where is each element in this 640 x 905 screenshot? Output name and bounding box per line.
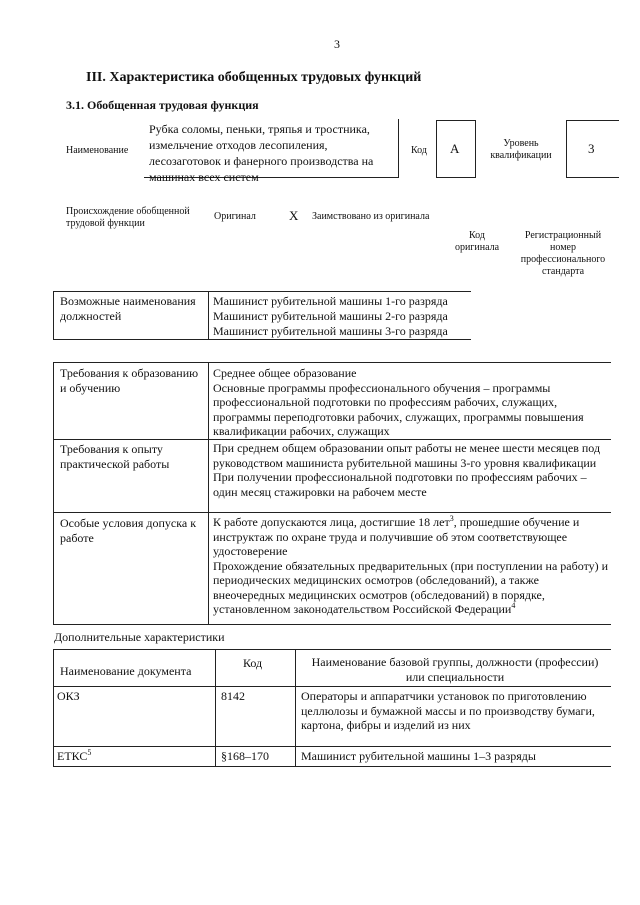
additional-title: Дополнительные характеристики: [54, 630, 225, 644]
req-experience-line: При среднем общем образовании опыт работы не менее шести месяцев под руководством машиниста рубительной машины 3-го уровня квалификации: [213, 441, 601, 470]
code-label: Код: [411, 145, 427, 156]
level-value: 3: [588, 141, 595, 156]
req-experience-label: Требования к опыту практической работы: [60, 442, 170, 471]
req-education-line: Среднее общее образование: [213, 366, 357, 380]
req-conditions-line: [213, 515, 611, 559]
req-conditions-value: [213, 515, 611, 617]
header-doc: Наименование документа: [60, 664, 192, 678]
reg-number: Регистрационный номер профессионального стандарта: [520, 230, 606, 277]
doc-text: ЕТКС: [57, 749, 88, 763]
req-experience-line: При получении профессиональной подготовки по профессиям рабочих – один месяц стажировки на рабочем месте: [213, 470, 587, 499]
level-label: Уровень квалификации: [490, 138, 552, 161]
origin-mark: X: [289, 208, 299, 223]
req-education-label: Требования к образованию и обучению: [60, 366, 199, 395]
positions-list: [213, 294, 448, 339]
footnote-ref: 3: [449, 514, 454, 523]
row-doc: [57, 689, 80, 704]
req-experience-value: [213, 441, 611, 499]
section-title: III. Характеристика обобщенных трудовых функций: [86, 70, 422, 85]
header-code: Код: [243, 656, 263, 670]
header-name: Наименование базовой группы, должности (профессии) или специальности: [311, 655, 599, 684]
position-item: Машинист рубительной машины 2-го разряда: [213, 309, 448, 323]
footnote-ref: 5: [87, 748, 92, 757]
origin-borrowed: Заимствовано из оригинала: [312, 211, 430, 222]
origin-original: Оригинал: [214, 211, 256, 222]
doc-text: ОКЗ: [57, 689, 80, 703]
origin-label: Происхождение обобщенной трудовой функции: [66, 206, 190, 229]
row-code: 8142: [221, 689, 245, 703]
footnote-ref: 4: [511, 601, 516, 610]
code-original: Код оригинала: [454, 230, 500, 253]
position-item: Машинист рубительной машины 1-го разряда: [213, 294, 448, 308]
row-name: Операторы и аппаратчики установок по приготовлению целлюлозы и бумажной массы и по производству бумаги, картона, фибры и изделий из них: [301, 689, 595, 732]
req-conditions-text: К работе допускаются лица, достигшие 18 лет: [213, 515, 450, 529]
req-conditions-label: Особые условия допуска к работе: [60, 516, 197, 545]
req-education-value: [213, 366, 611, 439]
req-conditions-text: Прохождение обязательных предварительных (при поступлении на работу) и периодических медицинских осмотров (обследований), а также внеочередных медицинских осмотров (обследований) в порядке, установленном законодательством Российской Федерации: [213, 558, 609, 616]
page-number: 3: [334, 37, 340, 51]
name-value: Рубка соломы, пеньки, тряпья и тростника, измельчение отходов лесопиления, лесозаготовок и фанерного производства на машинах всех систем: [149, 122, 374, 184]
row-doc: [57, 749, 91, 764]
subsection-title: 3.1. Обобщенная трудовая функция: [66, 98, 259, 112]
code-value: А: [450, 141, 460, 156]
req-conditions-line: [213, 559, 611, 617]
row-code: §168–170: [221, 749, 269, 763]
req-education-line: Основные программы профессионального обучения – программы профессиональной подготовки по профессиям рабочих, служащих, программы переподготовки рабочих, служащих, программы повышения квалификации рабочих, служащих: [213, 380, 584, 438]
name-label: Наименование: [66, 145, 129, 156]
positions-label: Возможные наименования должностей: [60, 294, 196, 323]
position-item: Машинист рубительной машины 3-го разряда: [213, 324, 448, 338]
req-conditions-text: , прошедшие обучение и инструктаж по охране труда и получившие об этом соответствующее удостоверение: [213, 515, 580, 558]
row-name: Машинист рубительной машины 1–3 разряды: [301, 749, 536, 763]
